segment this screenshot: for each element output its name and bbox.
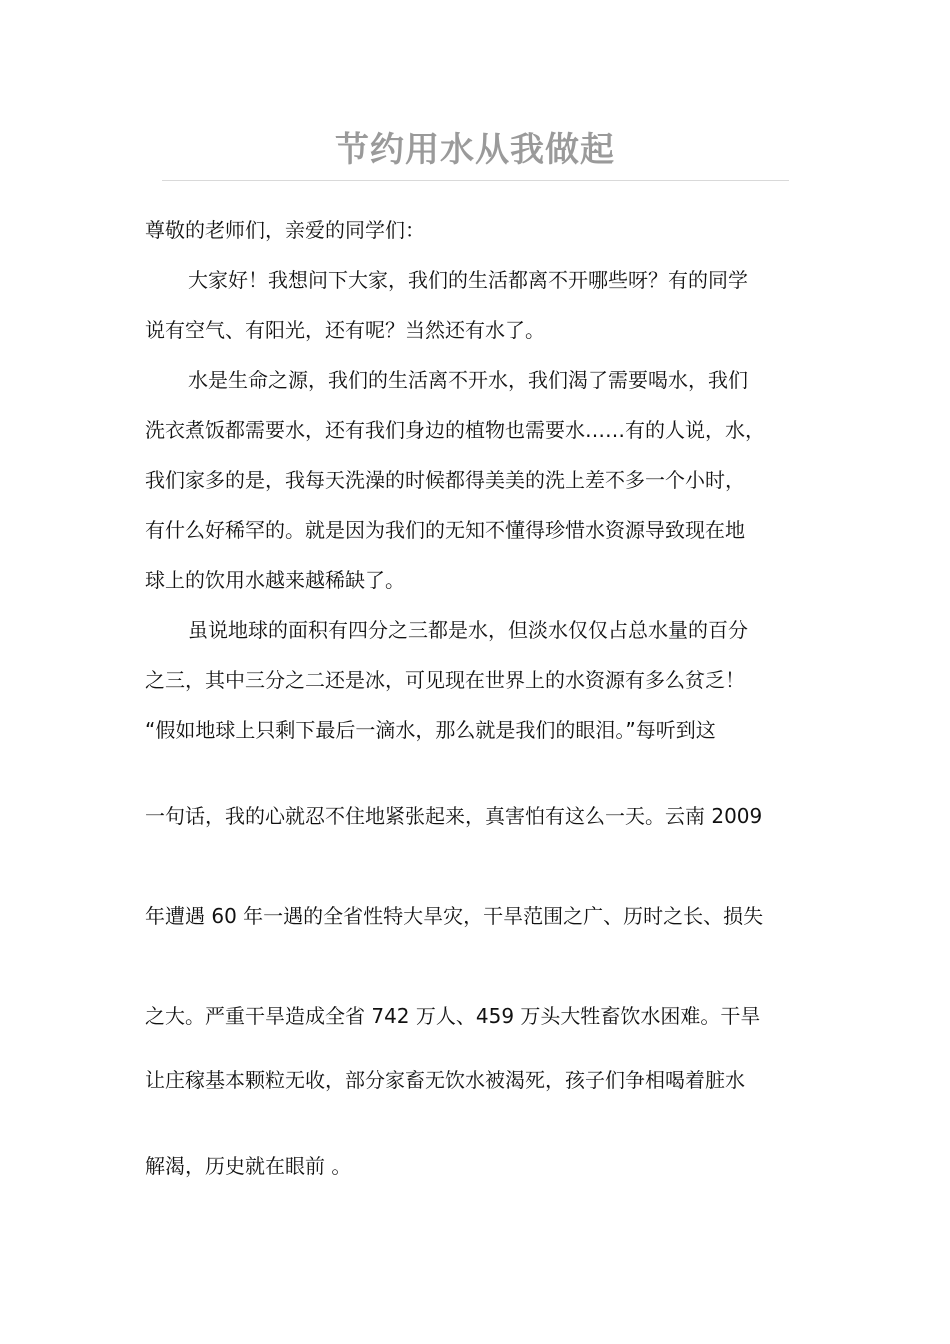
paragraph-line: 球上的饮用水越来越稀缺了。 [145, 568, 405, 592]
paragraph-line: 让庄稼基本颗粒无收，部分家畜无饮水被渴死，孩子们争相喝着脏水 [145, 1068, 745, 1092]
paragraph-line: 水是生命之源，我们的生活离不开水，我们渴了需要喝水，我们 [188, 368, 748, 392]
paragraph-line: 说有空气、有阳光，还有呢？当然还有水了。 [145, 318, 545, 342]
paragraph-line: 年遭遇 60 年一遇的全省性特大旱灾，干旱范围之广、历时之长、损失 [145, 904, 764, 928]
paragraph-line: 解渴，历史就在眼前 。 [145, 1154, 352, 1178]
document-title: 节约用水从我做起 [335, 130, 615, 170]
paragraph-line: 我们家多的是，我每天洗澡的时候都得美美的洗上差不多一个小时， [145, 468, 745, 492]
paragraph-line: 之三，其中三分之二还是冰，可见现在世界上的水资源有多么贫乏！ [145, 668, 745, 692]
paragraph-line: 大家好！我想问下大家，我们的生活都离不开哪些呀？有的同学 [188, 268, 748, 292]
paragraph-line-greeting: 尊敬的老师们，亲爱的同学们： [145, 218, 425, 242]
paragraph-line: 虽说地球的面积有四分之三都是水，但淡水仅仅占总水量的百分 [188, 618, 748, 642]
paragraph-line: 洗衣煮饭都需要水，还有我们身边的植物也需要水……有的人说，水， [145, 418, 765, 442]
title-divider [162, 180, 789, 181]
paragraph-line: 一句话，我的心就忍不住地紧张起来，真害怕有这么一天。云南 2009 [145, 804, 763, 828]
paragraph-line: “假如地球上只剩下最后一滴水，那么就是我们的眼泪。”每听到这 [145, 718, 716, 742]
paragraph-line: 之大。严重干旱造成全省 742 万人、459 万头大牲畜饮水困难。干旱 [145, 1004, 761, 1028]
paragraph-line: 有什么好稀罕的。就是因为我们的无知不懂得珍惜水资源导致现在地 [145, 518, 745, 542]
